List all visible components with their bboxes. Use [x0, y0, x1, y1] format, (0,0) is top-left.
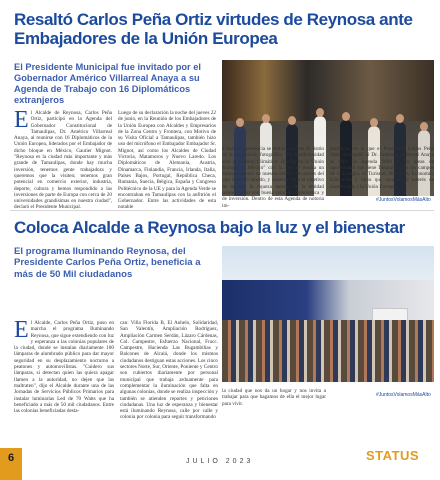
- article1-dropcap: E: [14, 107, 29, 133]
- issue-date: JULIO 2023: [186, 458, 254, 465]
- article2-column-2: [120, 320, 218, 444]
- article1-headline: Resaltó Carlos Peña Ortiz virtudes de Reynosa ante Embajadores de la Unión Europea: [14, 10, 413, 48]
- article1-subhead: El Presidente Municipal fue invitado por el Gobernador Américo Villarreal Anaya a su Agenda de Trabajo con 16 Diplomáticos extranjeros: [14, 62, 202, 105]
- article1-column-2: [118, 110, 216, 222]
- article1-col4-text: portancia, en la que el Presidente Carlos Peña Ortiz acompañó al Dr. Américo Villarreal Anaya se trató la Agenda 2030 y las áreas de oportunidad que tiene Tamaulipas en los campos de la Energía, el Turismo, Bienestar, Economía, Educación y otros que resaltan al interés de nuestro país y la Unión Europea.: [330, 146, 434, 190]
- article1-col3-text: e histórica presencia se realizó el corte de listón de la exposición fotográfica "La Biodiversidad ante el Cambio Climático: Huellas en la Unión Europea y México" con la que se resalta un hermanamiento de nuestro estado con países del otro lado del mundo, y también tiene el objetivo de mostrar la riqueza natural de la entidad promoviendo una buena relación diplomática y de inversión. Dentro de esta Agenda de notoria im-: [222, 146, 324, 209]
- page-number: 6: [7, 452, 15, 464]
- article1-col1-text: l Alcalde de Reynosa, Carlos Peña Ortiz, participó en la Agenda del Gobernador Constitucional de Tamaulipas, Dr. Américo Villarreal Anaya, al reunirse con 16 Diplomáticos de la Unión Europea, liderados por el Embajador de dicho bloque en México, Gautier Mignot. "Reynosa es la ciudad más importante y más grande de Tamaulipas, donde hay mucha inversión, tenemos gente trabajadora y queremos que la visiten; tenemos gran potencial en comercio exterior, industria, deporte, cultura y hemos respondido a las inversiones de parte de Europa con cerca de 20 universidades grandísimas en nuestra ciudad", declaró el Presidente Municipal.: [14, 110, 112, 211]
- article1-col2-text: Luego de su declaración la noche del jueves 22 de junio, en la Reunión de los Embajadores de la Unión Europea con Alcaldes y Empresarios de la Zona Centro y Frontera, con Motivo de su Visita Oficial a Tamaulipas, también hizo uso del micrófono el Embajador Embajador Sr. Mignot, así como los Alcaldes de Ciudad Victoria, Matamoros y Nuevo Laredo. Los Diplomáticos de Alemania, Austria, Dinamarca, Finlandia, Francia, Irlanda, Italia, Países Bajos, Portugal, República Checa, Rumania, Suecia, Bélgica, España y Congreso Politécnico de la UE y para la Agenda Verde se encontraban en Tamaulipas con la anfitrión el Gobernador. Entre las actividades de esta notable: [118, 110, 216, 211]
- article2-hashtag: #JuntosVolamosMásAlto: [376, 392, 431, 398]
- article2-dropcap: E: [14, 317, 29, 343]
- article1-hashtag: #JuntosVolamosMásAlto: [376, 197, 431, 203]
- article1-column-4: [330, 146, 434, 192]
- article2-col1-text: l Alcalde, Carlos Peña Ortiz, puso en marcha el programa Iluminando Reynosa, que sigue extendiendo con luz y esperanza a las colonias populares de la ciudad, donde se instalan diariamente 100 lámparas de alumbrado público para dar mayor seguridad en su desplazamiento nocturno a peatones y automovilistas. "Cuidero sus lámparas, si detectan quien las quiera apagar llamen a la autoridad, no dejen que las maltraten", dijo el Alcalde durante una de las Jornadas de Servicios Públicos Primarios para instalar luminarias Led de 70 Watts que ha beneficiado a más de 50 mil ciudadanos. Entre las colonias beneficiadas desta-: [14, 320, 114, 415]
- article2-photo: [222, 246, 434, 382]
- article1-column-1: [14, 107, 112, 222]
- article2-subhead: El programa Iluminando Reynosa, del Presidente Carlos Peña Ortiz, beneficia a más de 50 Mil ciudadanos: [14, 246, 201, 280]
- article2-headline: Coloca Alcalde a Reynosa bajo la luz y el bienestar: [14, 218, 405, 237]
- magazine-brand: STATUS: [366, 448, 420, 463]
- article2-column-1: [14, 317, 114, 444]
- article1-column-3: [222, 146, 324, 209]
- article2-column-3: [222, 388, 326, 414]
- article2-col2-text: can: Villa Florida B, El Anhelo, Solidaridad, San Valentín, Ampliación Rodríguez, Ampliación Carmen Serdán, Lázaro Cárdenas, Col. Campestre, Esfuerzo Nacional, Fracc. Campestre, Hacienda Las Bugambilias y Balcones de Alcalá, donde los mismos ciudadanos destiguan estas acciones. Los cinco sectores Norte, Sur, Oriente, Poniente y Centro son cubiertos diariamente por personal municipal que trabaja arduamente para complementar la iluminación que falta en algunas colonias, donde se realiza inspección y también se atienden reportes y peticiones ciudadanas. Una luz de esperanza y bienestar está iluminando Reynosa, calle por calle y colonia por colonia para seguir transformando: [120, 320, 218, 421]
- article2-col3-text: la ciudad que nos da un hogar y nos invita a trabajar para que hagamos de ella el mejor lugar para vivir.: [222, 388, 326, 407]
- section-divider: [10, 210, 434, 211]
